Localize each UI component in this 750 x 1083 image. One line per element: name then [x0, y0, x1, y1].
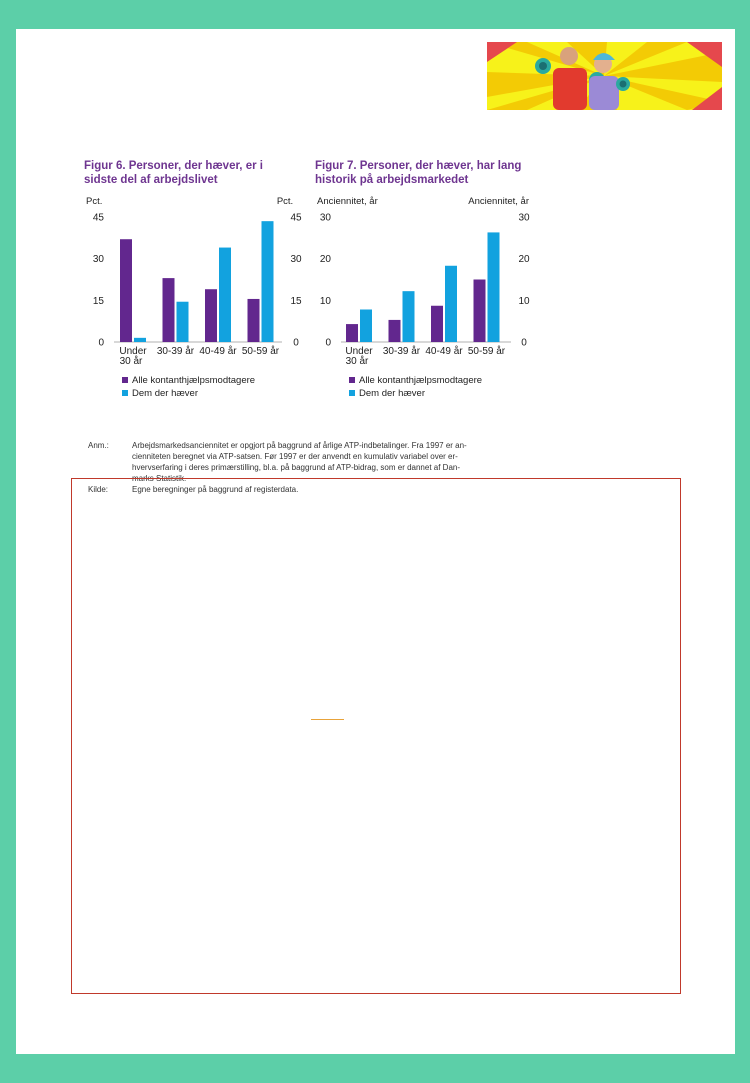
- y-tick-right: 30: [290, 254, 302, 266]
- bar-alle: [389, 320, 401, 342]
- y-tick-right: 15: [290, 295, 302, 307]
- bar-alle: [248, 299, 260, 342]
- bar-alle: [163, 278, 175, 342]
- figure-6-legend-series2: Dem der hæver: [132, 388, 198, 399]
- x-tick-label: Under: [119, 346, 147, 357]
- y-tick-left: 30: [92, 254, 104, 266]
- x-tick-label: 50-59 år: [467, 346, 506, 357]
- figure-7-unit-right: Anciennitet, år: [468, 196, 529, 207]
- accent-line: [311, 719, 344, 720]
- y-tick-left: 30: [319, 212, 331, 224]
- figure-6-title: Figur 6. Personer, der hæver, er i sidste del af arbejdslivet: [84, 160, 263, 186]
- bar-alle: [474, 280, 486, 343]
- anm-label: Anm.:: [88, 441, 109, 450]
- figure-7-legend-series1: Alle kontanthjælpsmodtagere: [359, 375, 483, 386]
- figure-6-unit-left: Pct.: [86, 196, 103, 207]
- figure-6-chart: [84, 194, 306, 399]
- figure-7-title: Figur 7. Personer, der hæver, har lang historik på arbejdsmarkedet: [315, 160, 522, 186]
- x-tick-label: Under: [345, 346, 373, 357]
- legend-swatch-series2: [349, 390, 355, 396]
- legend-swatch-series2: [122, 390, 128, 396]
- bar-haever: [134, 338, 146, 342]
- figure-6-legend-series1: Alle kontanthjælpsmodtagere: [132, 375, 256, 386]
- figure-7-chart: [315, 194, 537, 399]
- legend-swatch-series1: [349, 377, 355, 383]
- y-tick-right: 20: [518, 254, 530, 266]
- x-tick-label: 30-39 år: [156, 346, 195, 357]
- bar-haever: [403, 291, 415, 342]
- x-tick-label: 40-49 år: [199, 346, 237, 357]
- x-tick-label: 50-59 år: [241, 346, 280, 357]
- x-tick-label: 30 år: [345, 356, 369, 367]
- y-tick-left: 15: [92, 295, 104, 307]
- legend-swatch-series1: [122, 377, 128, 383]
- bar-alle: [120, 239, 132, 342]
- bar-alle: [431, 306, 443, 342]
- y-tick-right: 0: [521, 337, 527, 349]
- kilde-label: Kilde:: [88, 485, 109, 494]
- bar-haever: [177, 302, 189, 342]
- page: [16, 29, 735, 1054]
- x-tick-label: 40-49 år: [425, 346, 463, 357]
- bar-alle: [346, 324, 358, 342]
- y-tick-right: 10: [518, 295, 530, 307]
- y-tick-right: 45: [290, 212, 302, 224]
- x-tick-label: 30 år: [119, 356, 143, 367]
- y-tick-left: 20: [319, 254, 331, 266]
- bar-alle: [205, 289, 217, 342]
- figure-6-unit-right: Pct.: [276, 196, 294, 207]
- y-tick-right: 0: [293, 337, 299, 349]
- bar-haever: [219, 248, 231, 342]
- figure-7-unit-left: Anciennitet, år: [317, 196, 378, 207]
- anm-line: cienniteten beregnet via ATP-satsen. Før 1997 er der anvendt en kumulativ variabel over er-: [132, 452, 458, 461]
- y-tick-right: 30: [518, 212, 530, 224]
- y-tick-left: 0: [98, 337, 104, 349]
- anm-line: hvervserfaring i deres primærstilling, bl.a. på baggrund af ATP-bidrag, som er dannet af Dan-: [132, 463, 461, 472]
- figure-7-legend-series2: Dem der hæver: [359, 388, 425, 399]
- bar-haever: [445, 266, 457, 342]
- content-box: [71, 478, 681, 994]
- anm-line: Arbejdsmarkedsanciennitet er opgjort på baggrund af årlige ATP-indbetalinger. Fra 1997 er an-: [132, 441, 467, 450]
- bar-haever: [488, 232, 500, 342]
- bar-haever: [360, 310, 372, 343]
- kilde-text: Egne beregninger på baggrund af registerdata.: [132, 485, 299, 494]
- bar-haever: [262, 221, 274, 342]
- banner-image: [487, 42, 722, 110]
- anm-line: marks Statistik.: [132, 474, 187, 483]
- y-tick-left: 10: [319, 295, 331, 307]
- y-tick-left: 0: [325, 337, 331, 349]
- x-tick-label: 30-39 år: [382, 346, 421, 357]
- y-tick-left: 45: [92, 212, 104, 224]
